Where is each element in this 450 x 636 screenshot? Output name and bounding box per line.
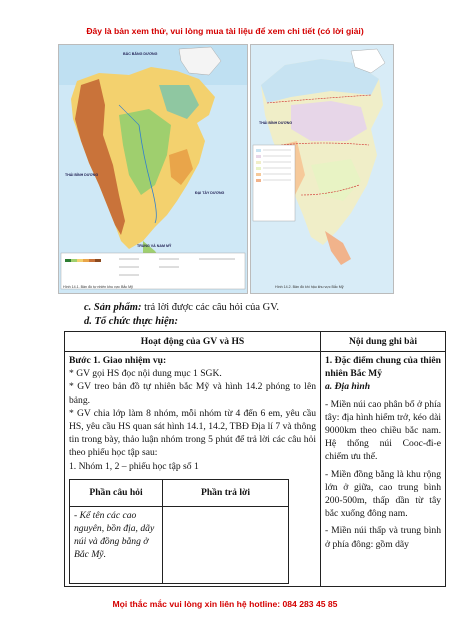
organization-label: d. Tổ chức thực hiện: [84,316,178,327]
label-pacific-ocean: THÁI BÌNH DƯƠNG [65,173,99,177]
notes-subtitle: a. Địa hình [325,381,371,393]
worksheet-answer [163,506,289,583]
lesson-table-header [65,332,446,352]
worksheet-header-question: Phần câu hỏi [70,479,163,506]
map2-caption: Hình 14.2. Bản đồ khí hậu khu vực Bắc Mỹ [275,285,344,289]
label-central-south-america: TRUNG VÀ NAM MỸ [137,244,172,248]
instruction-line: * GV gọi HS đọc nội dung mục 1 SGK. [69,368,222,380]
header-activities: Hoạt động của GV và HS [65,332,321,352]
notes-cell [321,352,446,587]
organization-line [84,316,178,327]
instruction-line: 1. Nhóm 1, 2 – phiếu học tập số 1 [69,460,199,472]
label-arctic-ocean: BẮC BĂNG DƯƠNG [123,52,158,56]
step-title: Bước 1. Giao nhiệm vụ: [69,355,167,366]
worksheet-table [69,479,289,584]
worksheet-header-answer: Phần trả lời [163,479,289,506]
product-text: trả lời được các câu hỏi của GV. [141,302,280,313]
preview-notice: Đây là bản xem thử, vui lòng mua tài liệu để xem chi tiết (có lời giải) [86,26,364,36]
lesson-table-row [65,352,446,587]
activities-cell [65,352,321,587]
climate-map-image [250,44,394,294]
label-atlantic-ocean: ĐẠI TÂY DƯƠNG [195,191,225,195]
map1-caption: Hình 14.1. Bản đồ tự nhiên khu vực Bắc Mỹ [63,285,133,289]
worksheet-question: - Kể tên các cao nguyên, bồn địa, dãy núi và đồng bằng ở Bắc Mỹ. [70,506,163,583]
label-pacific-ocean-right: THÁI BÌNH DƯƠNG [259,121,293,125]
product-line [84,302,279,313]
product-label: c. Sản phẩm: [84,302,142,313]
notes-paragraph: - Miền núi cao phân bố ở phía tây: địa hình hiểm trở, kéo dài 9000km theo chiều bắc nam. Hệ thống núi Cooc-đi-e chiếm ưu thế. [325,398,441,463]
notes-title: 1. Đặc điểm chung của thiên nhiên Bắc Mỹ [325,355,441,380]
notes-paragraph: - Miền đồng bằng là khu rộng lớn ở giữa, cao trung bình 200-500m, thấp dần từ tây bắc xuống đông nam. [325,468,441,520]
instruction-line: * GV chia lớp làm 8 nhóm, mỗi nhóm từ 4 đến 6 em, yêu cầu HS, yêu cầu HS quan sát hình 14.1, 14.2, TBĐ Địa lí 7 và thông tin trong bày, thảo luận nhóm trong 5 phút để trả lời các câu hỏi theo phiếu học tập sau: [69,407,316,459]
header-notes: Nội dung ghi bài [321,332,446,352]
instruction-line: * GV treo bản đồ tự nhiên bắc Mỹ và hình 14.2 phóng to lên bảng. [69,381,316,406]
physical-map-image [58,44,248,294]
hotline-notice: Mọi thắc mắc vui lòng xin liên hệ hotline: 084 283 45 85 [112,599,338,609]
notes-paragraph: - Miền núi thấp và trung bình ở phía đông: gồm dãy [325,525,441,550]
lesson-table [64,331,446,587]
